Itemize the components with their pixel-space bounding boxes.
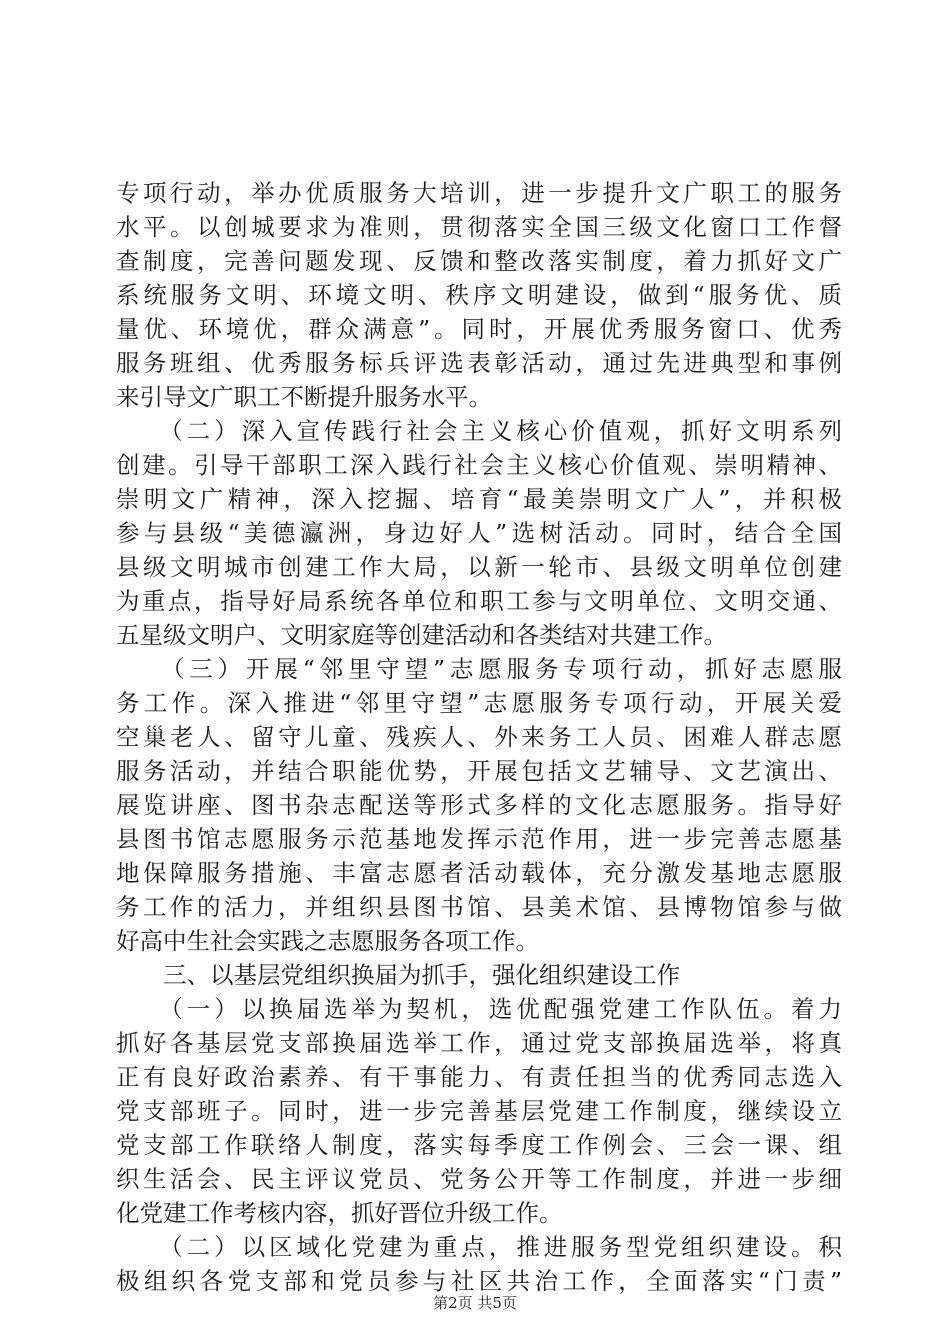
text-line: 来引导文广职工不断提升服务水平。 <box>116 383 492 411</box>
text-line: 创建。引导干部职工深入践行社会主义核心价值观、崇明精神、 <box>116 451 842 479</box>
text-line: 党支部班子。同时，进一步完善基层党建工作制度，继续设立 <box>116 1097 842 1125</box>
text-line: 极组织各党支部和党员参与社区共治工作，全面落实“门责” <box>116 1267 842 1295</box>
text-line: 专项行动，举办优质服务大培训，进一步提升文广职工的服务 <box>116 179 842 207</box>
text-line: 服务活动，并结合职能优势，开展包括文艺辅导、文艺演出、 <box>116 757 842 785</box>
text-line: 查制度，完善问题发现、反馈和整改落实制度，着力抓好文广 <box>116 247 842 275</box>
text-line: 抓好各基层党支部换届选举工作，通过党支部换届选举，将真 <box>116 1029 842 1057</box>
section-heading: 三、以基层党组织换届为抓手，强化组织建设工作 <box>116 961 680 989</box>
text-line: 织生活会、民主评议党员、党务公开等工作制度，并进一步细 <box>116 1165 842 1193</box>
text-line: 五星级文明户、文明家庭等创建活动和各类结对共建工作。 <box>116 621 727 649</box>
text-line: 正有良好政治素养、有干事能力、有责任担当的优秀同志选入 <box>116 1063 842 1091</box>
body-text <box>116 176 842 1298</box>
text-line: 崇明文广精神，深入挖掘、培育“最美崇明文广人”，并积极 <box>116 485 842 513</box>
text-line: （三）开展“邻里守望”志愿服务专项行动，抓好志愿服 <box>116 655 842 683</box>
text-line: （二）以区域化党建为重点，推进服务型党组织建设。积 <box>116 1233 842 1261</box>
text-line: 好高中生社会实践之志愿服务各项工作。 <box>116 927 539 955</box>
text-line: 参与县级“美德瀛洲，身边好人”选树活动。同时，结合全国 <box>116 519 842 547</box>
text-line: 为重点，指导好局系统各单位和职工参与文明单位、文明交通、 <box>116 587 842 615</box>
text-line: 展览讲座、图书杂志配送等形式多样的文化志愿服务。指导好 <box>116 791 842 819</box>
text-line: 县级文明城市创建工作大局，以新一轮市、县级文明单位创建 <box>116 553 842 581</box>
text-line: 空巢老人、留守儿童、残疾人、外来务工人员、困难人群志愿 <box>116 723 842 751</box>
page-number: 第2页 共5页 <box>433 1294 517 1312</box>
text-line: 服务班组、优秀服务标兵评选表彰活动，通过先进典型和事例 <box>116 349 842 377</box>
text-line: 务工作。深入推进“邻里守望”志愿服务专项行动，开展关爱 <box>116 689 842 717</box>
text-line: 党支部工作联络人制度，落实每季度工作例会、三会一课、组 <box>116 1131 842 1159</box>
text-line: 化党建工作考核内容，抓好晋位升级工作。 <box>116 1199 563 1227</box>
text-line: （一）以换届选举为契机，选优配强党建工作队伍。着力 <box>116 995 842 1023</box>
text-line: 地保障服务措施、丰富志愿者活动载体，充分激发基地志愿服 <box>116 859 842 887</box>
text-line: 务工作的活力，并组织县图书馆、县美术馆、县博物馆参与做 <box>116 893 842 921</box>
text-line: 水平。以创城要求为准则，贯彻落实全国三级文化窗口工作督 <box>116 213 842 241</box>
text-line: （二）深入宣传践行社会主义核心价值观，抓好文明系列 <box>116 417 842 445</box>
text-line: 量优、环境优，群众满意”。同时，开展优秀服务窗口、优秀 <box>116 315 842 343</box>
text-line: 系统服务文明、环境文明、秩序文明建设，做到“服务优、质 <box>116 281 842 309</box>
text-line: 县图书馆志愿服务示范基地发挥示范作用，进一步完善志愿基 <box>116 825 842 853</box>
